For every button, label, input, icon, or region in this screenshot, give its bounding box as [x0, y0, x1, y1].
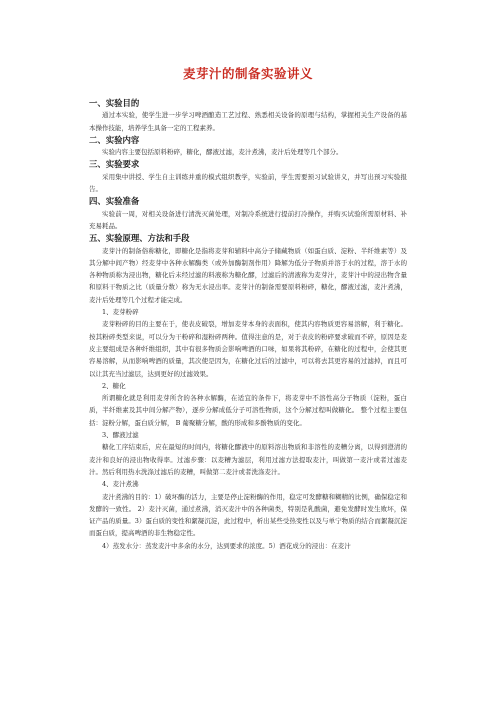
section-heading-purpose: 一、实验目的	[89, 98, 140, 108]
section-heading-content: 二、实验内容	[89, 134, 140, 145]
section-heading-requirements: 三、实验要求	[89, 159, 140, 170]
section-body-requirements: 采用集中讲授、学生自主训练并重的模式组织教学，实验前，学生需要预习试验讲义，并写出预习实验报告。	[89, 172, 407, 194]
subsection-body-wort-boiling: 麦汁煮沸的目的：1）破坏酶的活力，主要是停止淀粉酶的作用，稳定可发酵糖和糊精的比例，确保稳定和发酵的一致性。 2）麦汁灭菌，通过煮沸，消灭麦汁中的各种菌类，特别是乳酸菌，避免发酵时发生败坏，保证产品的质量。3）蛋白质的变性和絮凝沉淀，此过程中，析出某些受热变性以及与单宁物质的结合而絮凝沉淀而蛋白质，提高啤酒的非生物稳定性。	[89, 492, 407, 538]
subsection-title-wort-boiling: 4、麦汁煮沸	[102, 480, 139, 489]
subsection-body-mash-filtration: 糖化工序结束后，应在最短的时间内，将糖化醪液中的原料溶出物质和非溶性的麦糟分离，以得到澄清的麦汁和良好的浸出物收得率。过滤步骤：以麦糟为滤层，利用过滤方法提取麦汁，叫做第一麦汁或者过滤麦汁。然后利用热水洗涤过滤后的麦糟，叫做第二麦汁或者洗涤麦汁。	[89, 443, 407, 476]
document-body	[89, 97, 407, 552]
subsection-body-wort-boiling-continued: 4）蒸发水分：蒸发麦汁中多余的水分，达到要求的浓度。5）酒花成分的浸出：在麦汁	[102, 541, 351, 550]
subsection-title-malt-milling: 1、麦芽粉碎	[102, 308, 139, 317]
section-body-content: 实验内容主要包括原料粉碎，糖化，醪液过滤，麦汁煮沸，麦汁后处理等几个部分。	[102, 148, 343, 157]
section-body-purpose: 通过本实验，使学生进一步学习啤酒酿造工艺过程、熟悉相关设备的原理与结构，掌握相关生产设备的基本操作技能，培养学生具备一定的工程素养。	[89, 111, 407, 132]
subsection-title-mash-filtration: 3、醪液过滤	[102, 431, 139, 440]
subsection-title-saccharification: 2、糖化	[102, 381, 126, 390]
section-body-preparation: 实验前一周，对相关设备进行清洗灭菌处理，对制冷系统进行提前打冷操作，并购买试验所需原材料、补充易耗品。	[89, 209, 407, 230]
subsection-body-saccharification: 所谓糖化就是利用麦芽所含的各种水解酶，在适宜的条件下，将麦芽中不溶性高分子物质（淀粉，蛋白质，半纤维素及其中间分解产物），逐步分解成低分子可溶性物质，这个分解过程叫做糖化。 整个过程主要包括：淀粉分解，蛋白质分解， B 葡聚糖分解，酸的形成和多酚物质的变化。	[89, 394, 407, 427]
principles-intro: 麦芽汁的制备俗称糖化，即糖化是指将麦芽和辅料中高分子储藏物质（如蛋白质、淀粉、半纤维素等）及其分解中间产物）经麦芽中各种水解酶类（或外加酶制剂作用）降解为低分子物质并溶于水的过程，溶于水的各种物质称为浸出物，糖化后未经过滤的料液称为糖化醪，过滤后的清液称为麦芽汁，麦芽汁中的浸出物含量和原料干物质之比（质量分数）称为无水浸出率。麦芽汁的制备需要原料粉碎，糖化，醪液过滤，麦汁煮沸，麦汁后处理等几个过程才能完成。	[89, 246, 407, 304]
subsection-body-malt-milling: 麦芽粉碎的目的主要在于，使表皮破裂，增加麦芽本身的表面积，使其内容物质更容易溶解，利于糖化。按其粉碎类型来说，可以分为干粉碎和湿粉碎两种。值得注意的是，对于表皮的粉碎要求破而不碎，原因是麦皮主要组成是各种纤维组织，其中有很多物质会影响啤酒的口味，如果将其粉碎，在糖化的过程中，会使其更容易溶解，从而影响啤酒的质量，其次使是因为，在糖化过后的过滤中，可以将去其更容易的过滤掉，而且可以让其充当过滤层，达到更好的过滤效果。	[89, 320, 407, 378]
section-heading-principles: 五、实验原理、方法和手段	[89, 233, 190, 244]
document-title: 麦芽汁的制备实验讲义	[182, 66, 313, 81]
section-heading-preparation: 四、实验准备	[89, 196, 140, 207]
